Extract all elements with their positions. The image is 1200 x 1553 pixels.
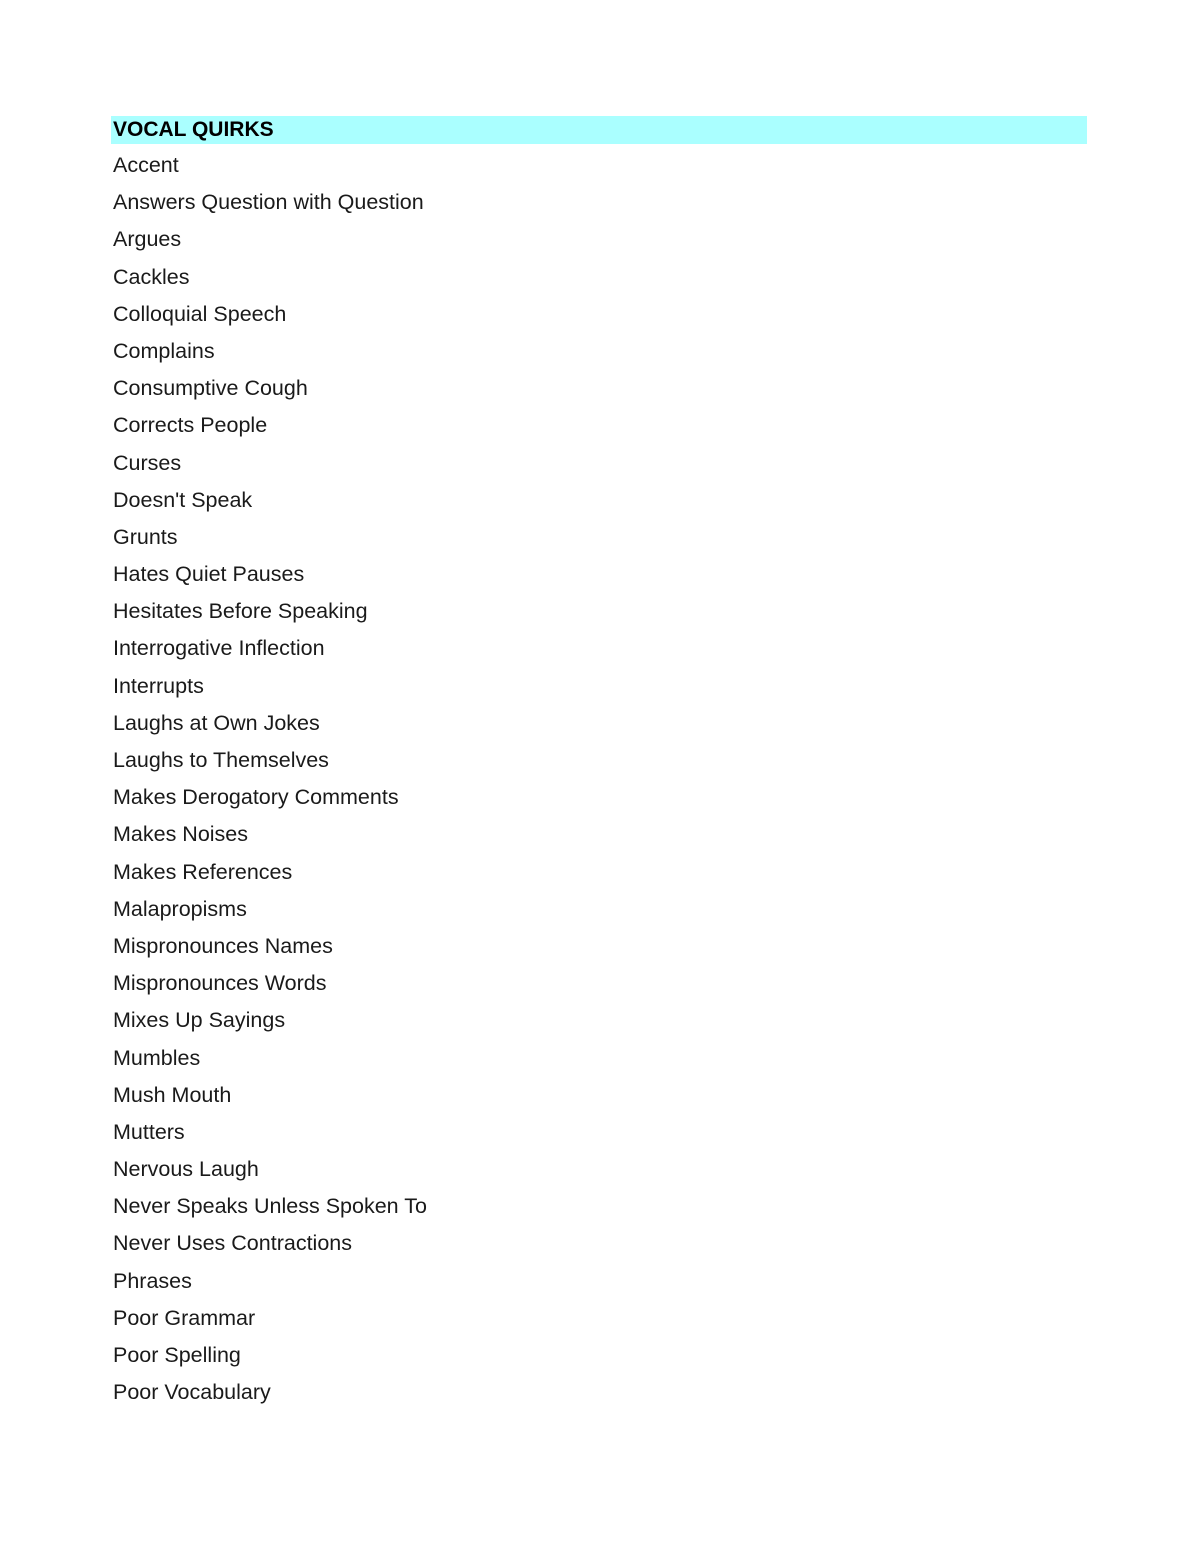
quirk-item: Laughs at Own Jokes bbox=[113, 710, 320, 735]
quirk-item: Mixes Up Sayings bbox=[113, 1008, 286, 1033]
quirk-item: Curses bbox=[113, 450, 182, 475]
quirk-item: Argues bbox=[113, 227, 182, 252]
quirk-item: Makes Noises bbox=[113, 822, 249, 847]
quirk-item: Poor Grammar bbox=[113, 1305, 256, 1330]
quirk-item: Consumptive Cough bbox=[113, 376, 308, 401]
quirk-item: Doesn't Speak bbox=[113, 487, 253, 512]
quirk-item: Grunts bbox=[113, 524, 178, 549]
quirk-item: Poor Spelling bbox=[113, 1343, 241, 1367]
quirk-item: Cackles bbox=[113, 264, 190, 289]
section-header: VOCAL QUIRKS bbox=[111, 116, 1087, 144]
quirk-item: Nervous Laugh bbox=[113, 1157, 259, 1182]
quirk-item: Complains bbox=[113, 338, 215, 363]
quirk-item: Never Speaks Unless Spoken To bbox=[113, 1194, 427, 1219]
quirk-item: Never Uses Contractions bbox=[113, 1231, 352, 1256]
quirk-item: Poor Vocabulary bbox=[113, 1380, 271, 1405]
quirk-item: Accent bbox=[113, 153, 179, 177]
quirk-item: Malapropisms bbox=[113, 896, 247, 921]
quirk-item: Interrupts bbox=[113, 673, 204, 698]
quirk-item: Interrogative Inflection bbox=[113, 636, 325, 661]
quirk-item: Hesitates Before Speaking bbox=[113, 599, 368, 624]
quirk-item: Colloquial Speech bbox=[113, 301, 287, 326]
quirk-item: Phrases bbox=[113, 1268, 192, 1293]
quirk-item: Hates Quiet Pauses bbox=[113, 562, 305, 587]
quirk-item: Laughs to Themselves bbox=[113, 748, 329, 772]
quirk-item: Mispronounces Words bbox=[113, 971, 327, 996]
vocal-quirks-sheet bbox=[111, 116, 1087, 1408]
quirk-item: Mush Mouth bbox=[113, 1082, 232, 1107]
quirk-item: Answers Question with Question bbox=[113, 190, 424, 215]
quirk-item: Mispronounces Names bbox=[113, 933, 333, 958]
quirk-list bbox=[111, 144, 1087, 1408]
quirk-item: Makes Derogatory Comments bbox=[113, 785, 399, 810]
quirk-item: Corrects People bbox=[113, 413, 268, 438]
quirk-item: Mumbles bbox=[113, 1045, 201, 1070]
quirk-item: Mutters bbox=[113, 1119, 185, 1144]
quirk-item: Makes References bbox=[113, 859, 293, 884]
